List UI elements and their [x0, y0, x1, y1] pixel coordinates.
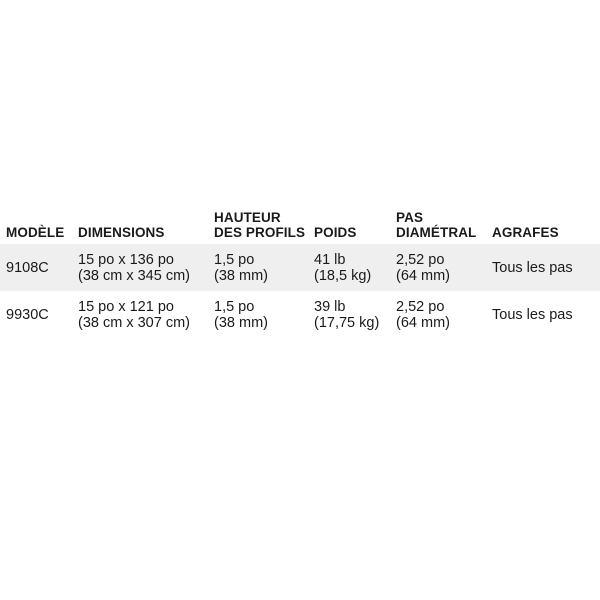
header-row	[0, 205, 600, 244]
cell-weight-metric: (17,75 kg)	[314, 315, 380, 331]
header-pitch-line1: PAS	[396, 210, 424, 225]
cell-model: 9930C	[6, 307, 49, 323]
table-header	[0, 205, 600, 244]
cell-weight-imperial: 39 lb	[314, 299, 346, 315]
header-dimensions-label: DIMENSIONS	[78, 225, 165, 240]
header-model	[0, 205, 74, 244]
cell-clips: Tous les pas	[492, 307, 573, 323]
cell-profile-height	[210, 244, 310, 291]
cell-dimensions-imperial: 15 po x 136 po	[78, 252, 174, 268]
cell-clips: Tous les pas	[488, 244, 600, 291]
table-row	[0, 244, 600, 291]
table-row	[0, 291, 600, 338]
spec-table	[0, 205, 600, 338]
header-profile-height-line1: HAUTEUR	[214, 210, 281, 225]
cell-pitch-imperial: 2,52 po	[396, 299, 445, 315]
header-weight-label: POIDS	[314, 225, 357, 240]
header-clips-label: AGRAFES	[492, 225, 559, 240]
cell-profile-height-metric: (38 mm)	[214, 315, 268, 331]
cell-pitch	[392, 291, 488, 338]
header-dimensions	[74, 205, 210, 244]
cell-pitch-metric: (64 mm)	[396, 315, 450, 331]
header-profile-height-line2: DES PROFILS	[214, 225, 306, 240]
table-body	[0, 244, 600, 338]
cell-pitch-metric: (64 mm)	[396, 268, 450, 284]
cell-model: 9108C	[0, 244, 74, 291]
cell-pitch	[392, 244, 488, 291]
cell-weight-metric: (18,5 kg)	[314, 268, 372, 284]
header-pitch-line2: DIAMÉTRAL	[396, 225, 477, 240]
cell-dimensions-metric: (38 cm x 345 cm)	[78, 268, 190, 284]
cell-weight	[310, 244, 392, 291]
cell-pitch-imperial: 2,52 po	[396, 252, 445, 268]
header-model-label: MODÈLE	[6, 225, 65, 240]
cell-dimensions-imperial: 15 po x 121 po	[78, 299, 174, 315]
cell-dimensions	[74, 244, 210, 291]
cell-profile-height	[210, 291, 310, 338]
header-clips	[488, 205, 600, 244]
cell-weight-imperial: 41 lb	[314, 252, 346, 268]
cell-weight	[310, 291, 392, 338]
cell-dimensions	[74, 291, 210, 338]
cell-profile-height-imperial: 1,5 po	[214, 252, 255, 268]
header-profile-height	[210, 205, 310, 244]
header-pitch	[392, 205, 488, 244]
cell-profile-height-metric: (38 mm)	[214, 268, 268, 284]
cell-dimensions-metric: (38 cm x 307 cm)	[78, 315, 190, 331]
header-weight	[310, 205, 392, 244]
cell-profile-height-imperial: 1,5 po	[214, 299, 255, 315]
